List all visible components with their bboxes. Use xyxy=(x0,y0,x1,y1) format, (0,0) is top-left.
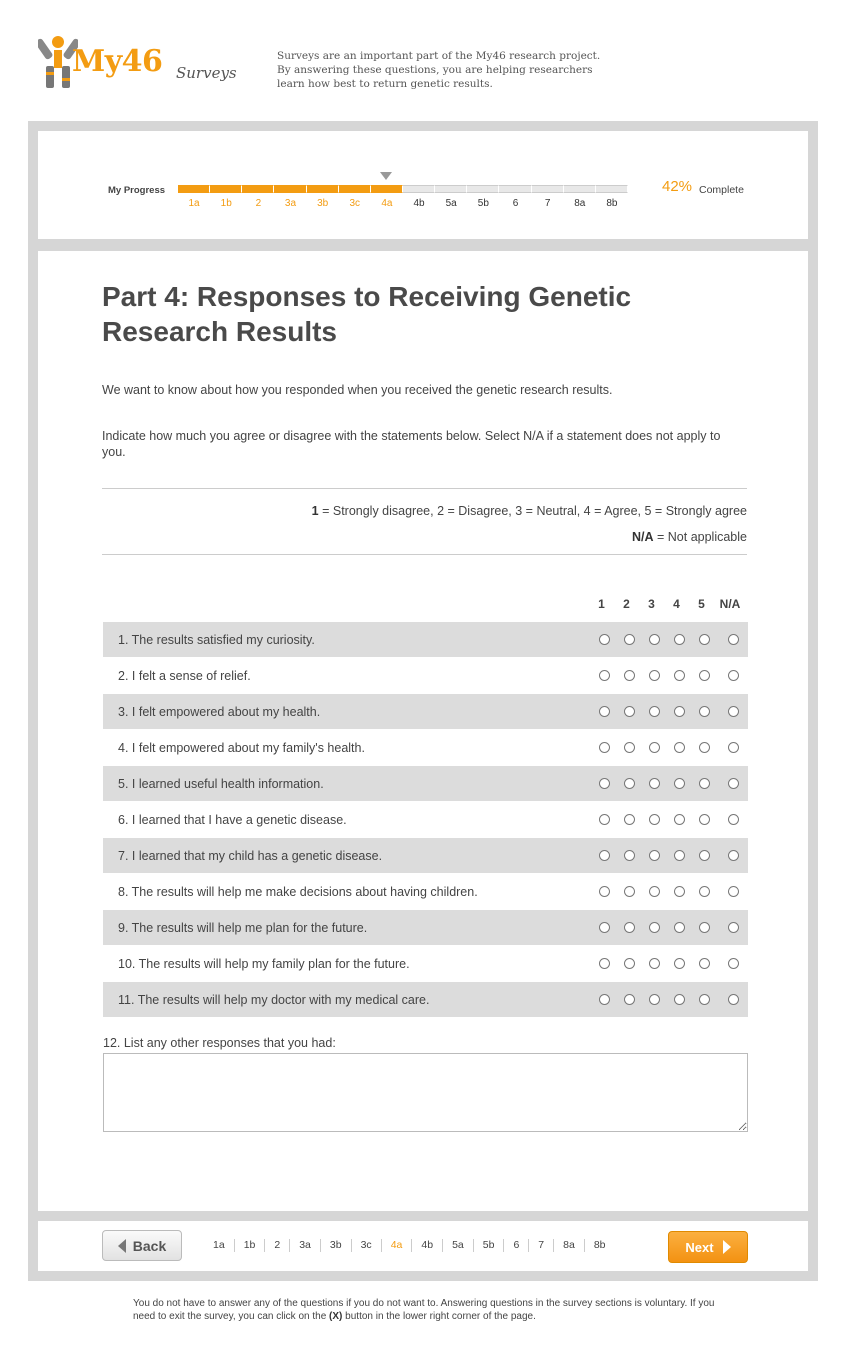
rating-radio[interactable] xyxy=(667,886,692,898)
scale-legend xyxy=(102,488,747,555)
question-row xyxy=(103,658,748,694)
question-text: 4. I felt empowered about my family's health. xyxy=(118,741,365,755)
rating-radio[interactable] xyxy=(617,922,642,934)
radio-circle-icon xyxy=(624,670,635,681)
radio-circle-icon xyxy=(624,886,635,897)
progress-step-label: 8b xyxy=(606,198,618,209)
progress-step-label: 1a xyxy=(188,198,200,209)
progress-segment xyxy=(564,185,596,193)
q12-textarea[interactable] xyxy=(103,1053,748,1132)
question-row xyxy=(103,694,748,730)
radio-circle-icon xyxy=(599,670,610,681)
rating-radio[interactable] xyxy=(667,670,692,682)
next-arrow-icon xyxy=(723,1240,731,1254)
radio-circle-icon xyxy=(599,634,610,645)
radio-circle-icon xyxy=(674,850,685,861)
question-text: 3. I felt empowered about my health. xyxy=(118,705,321,719)
rating-radio[interactable] xyxy=(642,670,667,682)
rating-radio[interactable] xyxy=(717,706,749,718)
radio-group xyxy=(592,778,749,790)
question-table xyxy=(103,622,748,1018)
progress-segment xyxy=(307,185,339,193)
legend-scale-text: = Strongly disagree, 2 = Disagree, 3 = Neutral, 4 = Agree, 5 = Strongly agree xyxy=(322,504,747,518)
radio-circle-icon xyxy=(674,958,685,969)
rating-radio[interactable] xyxy=(592,814,617,826)
progress-label: My Progress xyxy=(108,185,166,196)
radio-circle-icon xyxy=(649,814,660,825)
scale-header-label: 5 xyxy=(698,597,705,611)
rating-radio[interactable] xyxy=(642,994,667,1006)
progress-step-label: 1b xyxy=(220,198,232,209)
radio-circle-icon xyxy=(674,670,685,681)
rating-radio[interactable] xyxy=(692,814,717,826)
rating-radio[interactable] xyxy=(642,814,667,826)
radio-circle-icon xyxy=(699,706,710,717)
radio-circle-icon xyxy=(699,634,710,645)
progress-segment xyxy=(339,185,371,193)
scale-header-label: 2 xyxy=(623,597,630,611)
radio-circle-icon xyxy=(674,886,685,897)
footer-text-before: You do not have to answer any of the questions if you do not want to. Answering questions in the survey sections is voluntary. If you need to exit the survey, you can click on the xyxy=(133,1298,715,1322)
progress-segment xyxy=(499,185,531,193)
question-text: 7. I learned that my child has a genetic disease. xyxy=(118,849,383,863)
rating-radio[interactable] xyxy=(667,994,692,1006)
rating-radio[interactable] xyxy=(592,958,617,970)
radio-circle-icon xyxy=(624,778,635,789)
progress-segment xyxy=(596,185,628,193)
radio-circle-icon xyxy=(699,886,710,897)
page-link-3b[interactable]: 3b xyxy=(321,1239,352,1252)
rating-radio[interactable] xyxy=(667,814,692,826)
question-row xyxy=(103,766,748,802)
radio-circle-icon xyxy=(649,778,660,789)
radio-circle-icon xyxy=(674,922,685,933)
radio-circle-icon xyxy=(649,706,660,717)
progress-segment xyxy=(242,185,274,193)
rating-radio[interactable] xyxy=(642,958,667,970)
page-links xyxy=(204,1239,615,1252)
radio-circle-icon xyxy=(674,742,685,753)
rating-radio[interactable] xyxy=(692,778,717,790)
scale-header-label: 1 xyxy=(598,597,605,611)
rating-radio[interactable] xyxy=(642,850,667,862)
rating-radio[interactable] xyxy=(592,706,617,718)
rating-radio[interactable] xyxy=(592,886,617,898)
radio-circle-icon xyxy=(624,742,635,753)
radio-circle-icon xyxy=(599,958,610,969)
rating-radio[interactable] xyxy=(717,850,749,862)
radio-circle-icon xyxy=(649,634,660,645)
radio-group xyxy=(592,922,749,934)
radio-circle-icon xyxy=(599,994,610,1005)
radio-circle-icon xyxy=(599,742,610,753)
rating-radio[interactable] xyxy=(617,958,642,970)
question-row xyxy=(103,946,748,982)
rating-radio[interactable] xyxy=(642,778,667,790)
page-link-1b[interactable]: 1b xyxy=(235,1239,266,1252)
radio-circle-icon xyxy=(728,994,739,1005)
radio-circle-icon xyxy=(624,994,635,1005)
rating-radio[interactable] xyxy=(692,634,717,646)
radio-circle-icon xyxy=(674,814,685,825)
radio-circle-icon xyxy=(728,706,739,717)
radio-circle-icon xyxy=(649,958,660,969)
progress-step-label: 5a xyxy=(445,198,457,209)
rating-radio[interactable] xyxy=(592,850,617,862)
radio-circle-icon xyxy=(599,850,610,861)
radio-circle-icon xyxy=(624,814,635,825)
question-text: 9. The results will help me plan for the future. xyxy=(118,921,368,935)
question-row xyxy=(103,910,748,946)
rating-radio[interactable] xyxy=(692,994,717,1006)
rating-radio[interactable] xyxy=(667,922,692,934)
radio-circle-icon xyxy=(599,922,610,933)
rating-radio[interactable] xyxy=(642,922,667,934)
radio-circle-icon xyxy=(699,958,710,969)
radio-circle-icon xyxy=(599,778,610,789)
page-link-8a[interactable]: 8a xyxy=(554,1239,585,1252)
question-text: 8. The results will help me make decisions about having children. xyxy=(118,885,478,899)
question-text: 10. The results will help my family plan for the future. xyxy=(118,957,410,971)
rating-radio[interactable] xyxy=(617,634,642,646)
back-button-label: Back xyxy=(132,1237,167,1254)
radio-circle-icon xyxy=(624,634,635,645)
question-row xyxy=(103,730,748,766)
progress-segment xyxy=(178,185,210,193)
radio-group xyxy=(592,742,749,754)
question-row xyxy=(103,838,748,874)
progress-step-label: 3b xyxy=(317,198,329,209)
radio-circle-icon xyxy=(624,958,635,969)
footer-text-bold: (X) xyxy=(329,1311,343,1322)
page-link-8b[interactable]: 8b xyxy=(593,1239,606,1251)
rating-radio[interactable] xyxy=(592,670,617,682)
progress-step-label: 6 xyxy=(512,198,519,209)
radio-circle-icon xyxy=(674,994,685,1005)
rating-radio[interactable] xyxy=(692,670,717,682)
radio-circle-icon xyxy=(728,958,739,969)
question-panel xyxy=(38,251,808,1211)
question-text: 2. I felt a sense of relief. xyxy=(118,669,251,683)
header-tagline: Surveys are an important part of the My46 research project. By answering these questions, you are helping researchers learn how best to return genetic results. xyxy=(277,50,601,90)
rating-radio[interactable] xyxy=(717,670,749,682)
radio-circle-icon xyxy=(599,886,610,897)
radio-circle-icon xyxy=(699,994,710,1005)
rating-radio[interactable] xyxy=(717,994,749,1006)
rating-radio[interactable] xyxy=(592,778,617,790)
progress-segment xyxy=(371,185,403,193)
radio-group xyxy=(592,850,749,862)
rating-radio[interactable] xyxy=(717,958,749,970)
radio-circle-icon xyxy=(699,922,710,933)
rating-radio[interactable] xyxy=(717,814,749,826)
progress-segment xyxy=(210,185,242,193)
question-row xyxy=(103,622,748,658)
radio-circle-icon xyxy=(624,922,635,933)
progress-step-label: 4a xyxy=(381,198,393,209)
progress-marker-icon xyxy=(380,172,392,180)
rating-radio[interactable] xyxy=(667,850,692,862)
progress-step-labels xyxy=(178,198,628,209)
radio-circle-icon xyxy=(699,850,710,861)
rating-radio[interactable] xyxy=(642,706,667,718)
rating-radio[interactable] xyxy=(592,994,617,1006)
question-row xyxy=(103,874,748,910)
progress-step-label: 4b xyxy=(413,198,425,209)
scale-header-label: 4 xyxy=(673,597,680,611)
radio-circle-icon xyxy=(649,994,660,1005)
rating-radio[interactable] xyxy=(617,814,642,826)
legend-scale-bold: 1 xyxy=(311,504,319,518)
scale-header xyxy=(589,597,746,611)
scale-header-label: N/A xyxy=(719,597,741,611)
radio-circle-icon xyxy=(728,922,739,933)
radio-circle-icon xyxy=(674,778,685,789)
question-row xyxy=(103,802,748,838)
logo-wordmark: My46 xyxy=(72,44,163,79)
intro-text: We want to know about how you responded when you received the genetic research results. xyxy=(102,383,613,397)
rating-radio[interactable] xyxy=(667,958,692,970)
radio-group xyxy=(592,670,749,682)
progress-step-label: 5b xyxy=(477,198,489,209)
page-link-4a[interactable]: 4a xyxy=(382,1239,413,1252)
progress-segment xyxy=(532,185,564,193)
radio-group xyxy=(592,634,749,646)
radio-circle-icon xyxy=(728,778,739,789)
my46-logo[interactable] xyxy=(38,34,248,92)
rating-radio[interactable] xyxy=(617,742,642,754)
rating-radio[interactable] xyxy=(717,778,749,790)
radio-circle-icon xyxy=(649,922,660,933)
nav-panel xyxy=(38,1221,808,1271)
rating-radio[interactable] xyxy=(667,634,692,646)
progress-step-label: 7 xyxy=(544,198,551,209)
radio-circle-icon xyxy=(599,814,610,825)
rating-radio[interactable] xyxy=(642,742,667,754)
question-row xyxy=(103,982,748,1018)
progress-percent: 42% xyxy=(662,178,693,195)
radio-circle-icon xyxy=(728,670,739,681)
rating-radio[interactable] xyxy=(692,922,717,934)
radio-circle-icon xyxy=(674,634,685,645)
scale-header-label: 3 xyxy=(648,597,655,611)
legend-na-line xyxy=(632,530,747,544)
progress-segment xyxy=(274,185,306,193)
radio-circle-icon xyxy=(674,706,685,717)
progress-step-label: 3a xyxy=(284,198,297,209)
next-button[interactable] xyxy=(668,1231,748,1263)
radio-group xyxy=(592,994,749,1006)
rating-radio[interactable] xyxy=(692,850,717,862)
rating-radio[interactable] xyxy=(692,742,717,754)
radio-circle-icon xyxy=(699,670,710,681)
radio-circle-icon xyxy=(728,850,739,861)
radio-group xyxy=(592,706,749,718)
radio-circle-icon xyxy=(649,742,660,753)
radio-circle-icon xyxy=(699,742,710,753)
radio-group xyxy=(592,814,749,826)
progress-bar xyxy=(178,185,628,193)
legend-na-text: = Not applicable xyxy=(657,530,747,544)
page-header xyxy=(0,0,845,120)
radio-circle-icon xyxy=(649,850,660,861)
instructions-text: Indicate how much you agree or disagree with the statements below. Select N/A if a statement does not apply to you. xyxy=(102,429,721,459)
progress-segment xyxy=(403,185,435,193)
rating-radio[interactable] xyxy=(717,886,749,898)
radio-circle-icon xyxy=(649,886,660,897)
rating-radio[interactable] xyxy=(617,706,642,718)
question-text: 1. The results satisfied my curiosity. xyxy=(118,633,315,647)
next-button-label: Next xyxy=(685,1239,714,1255)
progress-segment xyxy=(435,185,467,193)
survey-frame xyxy=(28,121,818,1281)
page-title: Part 4: Responses to Receiving Genetic Research Results xyxy=(102,281,632,347)
radio-circle-icon xyxy=(624,706,635,717)
radio-circle-icon xyxy=(624,850,635,861)
back-arrow-icon xyxy=(118,1239,126,1253)
progress-step-label: 8a xyxy=(574,198,586,209)
legend-scale-line xyxy=(312,504,747,518)
progress-step-label: 3c xyxy=(349,198,361,209)
radio-group xyxy=(592,886,749,898)
rating-radio[interactable] xyxy=(617,850,642,862)
legend-na-bold: N/A xyxy=(631,530,654,544)
rating-radio[interactable] xyxy=(692,958,717,970)
rating-radio[interactable] xyxy=(717,742,749,754)
footer-text-after: button in the lower right corner of the page. xyxy=(342,1311,536,1322)
question-text: 5. I learned useful health information. xyxy=(118,777,324,791)
radio-circle-icon xyxy=(728,886,739,897)
rating-radio[interactable] xyxy=(642,886,667,898)
rating-radio[interactable] xyxy=(617,886,642,898)
question-text: 6. I learned that I have a genetic disease. xyxy=(118,813,347,827)
page-link-4b[interactable]: 4b xyxy=(412,1239,443,1252)
radio-circle-icon xyxy=(649,670,660,681)
page-link-7[interactable]: 7 xyxy=(529,1239,554,1252)
footer-note xyxy=(133,1297,723,1323)
rating-radio[interactable] xyxy=(592,634,617,646)
page-link-3a[interactable]: 3a xyxy=(290,1239,321,1252)
rating-radio[interactable] xyxy=(717,922,749,934)
q12-label: 12. List any other responses that you had: xyxy=(103,1036,336,1050)
rating-radio[interactable] xyxy=(667,706,692,718)
progress-segment xyxy=(467,185,499,193)
rating-radio[interactable] xyxy=(642,634,667,646)
page-link-3c[interactable]: 3c xyxy=(352,1239,382,1252)
progress-step-label: 2 xyxy=(255,198,262,209)
page-link-6[interactable]: 6 xyxy=(504,1239,529,1252)
logo-subtitle: Surveys xyxy=(176,64,237,82)
back-button[interactable] xyxy=(102,1230,182,1261)
rating-radio[interactable] xyxy=(692,886,717,898)
progress-complete-label: Complete xyxy=(699,184,744,196)
radio-circle-icon xyxy=(699,814,710,825)
radio-circle-icon xyxy=(728,634,739,645)
rating-radio[interactable] xyxy=(617,778,642,790)
rating-radio[interactable] xyxy=(617,994,642,1006)
rating-radio[interactable] xyxy=(667,778,692,790)
page-link-2[interactable]: 2 xyxy=(265,1239,290,1252)
rating-radio[interactable] xyxy=(592,742,617,754)
progress-panel xyxy=(38,131,808,239)
question-text: 11. The results will help my doctor with my medical care. xyxy=(118,993,430,1007)
rating-radio[interactable] xyxy=(617,670,642,682)
radio-circle-icon xyxy=(728,742,739,753)
rating-radio[interactable] xyxy=(667,742,692,754)
rating-radio[interactable] xyxy=(692,706,717,718)
rating-radio[interactable] xyxy=(592,922,617,934)
page-link-5b[interactable]: 5b xyxy=(474,1239,505,1252)
rating-radio[interactable] xyxy=(717,634,749,646)
radio-circle-icon xyxy=(599,706,610,717)
radio-circle-icon xyxy=(699,778,710,789)
page-link-5a[interactable]: 5a xyxy=(443,1239,474,1252)
page-link-1a[interactable]: 1a xyxy=(204,1239,235,1252)
radio-circle-icon xyxy=(728,814,739,825)
radio-group xyxy=(592,958,749,970)
